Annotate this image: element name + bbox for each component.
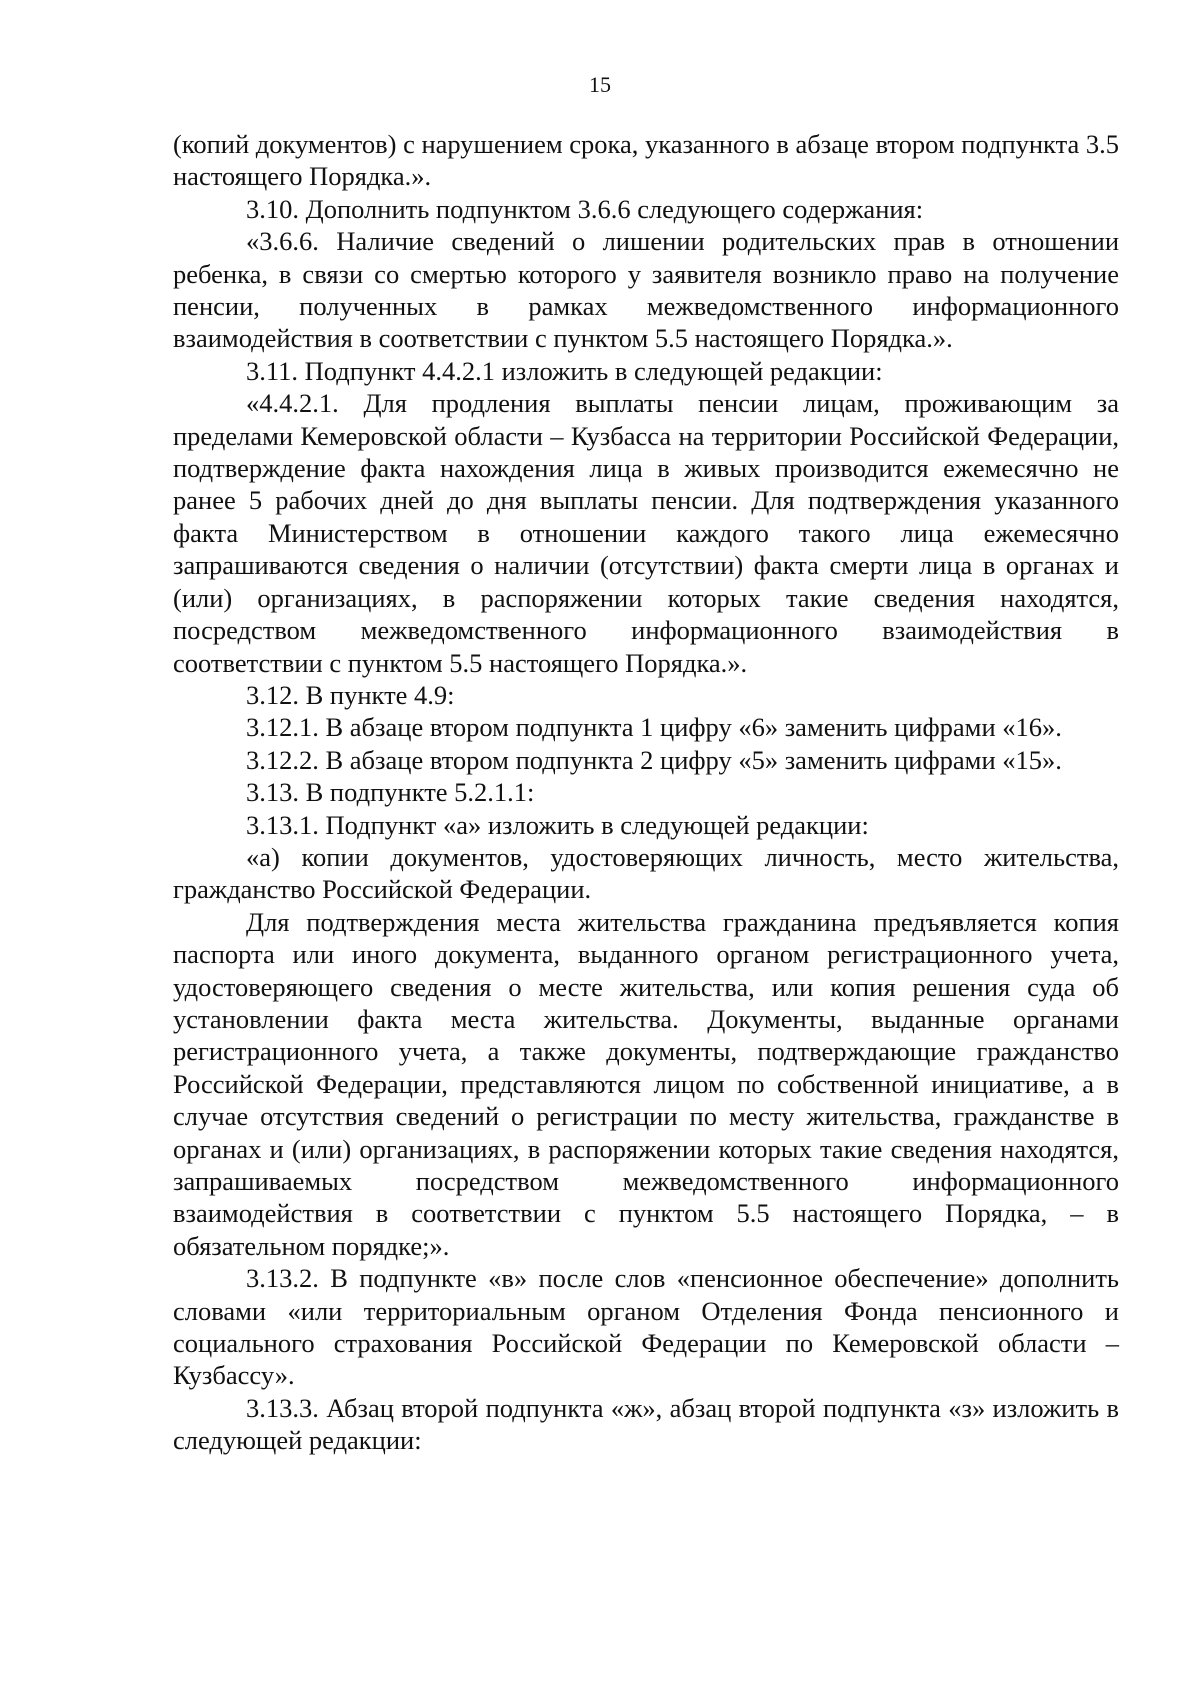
paragraph-9: 3.13. В подпункте 5.2.1.1: [246,777,535,808]
paragraph-14: 3.13.3. Абзац второй подпункта «ж», абзац второй подпункта «з» изложить в следующей редакции: [173,1392,1119,1456]
paragraph-13: 3.13.2. В подпункте «в» после слов «пенсионное обеспечение» дополнить словами «или территориальным органом Отделения Фонда пенсионного и социального страхования Российской Федерации по Кемеровской области – Кузбассу». [173,1263,1119,1391]
paragraph-2: 3.10. Дополнить подпунктом 3.6.6 следующего содержания: [246,193,924,224]
paragraph-1: (копий документов) с нарушением срока, указанного в абзаце втором подпункта 3.5 настоящего Порядка.». [173,129,1120,192]
document-body [173,128,1119,1457]
paragraph-11: «а) копии документов, удостоверяющих личность, место жительства, гражданство Российской Федерации. [173,841,1119,905]
paragraph-7: 3.12.1. В абзаце втором подпункта 1 цифру «6» заменить цифрами «16». [246,712,1062,743]
paragraph-6: 3.12. В пункте 4.9: [246,679,455,710]
paragraph-5: «4.4.2.1. Для продления выплаты пенсии лицам, проживающим за пределами Кемеровской области – Кузбасса на территории Российской Федерации, подтверждение факта нахождения лица в живых производится ежемесячно не ранее 5 рабочих дней до дня выплаты пенсии. Для подтверждения указанного факта Министерством в отношении каждого такого лица ежемесячно запрашиваются сведения о наличии (отсутствии) факта смерти лица в органах и (или) организациях, в распоряжении которых такие сведения находятся, посредством межведомственного информационного взаимодействия в соответствии с пунктом 5.5 настоящего Порядка.». [173,388,1119,678]
paragraph-3: «3.6.6. Наличие сведений о лишении родительских прав в отношении ребенка, в связи со смертью которого у заявителя возникло право на получение пенсии, полученных в рамках межведомственного информационного взаимодействия в соответствии с пунктом 5.5 настоящего Порядка.». [173,226,1119,354]
paragraph-10: 3.13.1. Подпункт «а» изложить в следующей редакции: [246,809,869,840]
paragraph-12: Для подтверждения места жительства гражданина предъявляется копия паспорта или иного документа, выданного органом регистрационного учета, удостоверяющего сведения о месте жительства, или копия решения суда об установлении факта места жительства. Документы, выданные органами регистрационного учета, а также документы, подтверждающие гражданство Российской Федерации, представляются лицом по собственной инициативе, а в случае отсутствия сведений о регистрации по месту жительства, гражданстве в органах и (или) организациях, в распоряжении которых такие сведения находятся, запрашиваемых посредством межведомственного информационного взаимодействия в соответствии с пунктом 5.5 настоящего Порядка, – в обязательном порядке;». [173,906,1119,1261]
page-number: 15 [589,72,611,97]
paragraph-8: 3.12.2. В абзаце втором подпункта 2 цифру «5» заменить цифрами «15». [246,744,1062,775]
paragraph-4: 3.11. Подпункт 4.4.2.1 изложить в следующей редакции: [246,355,883,386]
